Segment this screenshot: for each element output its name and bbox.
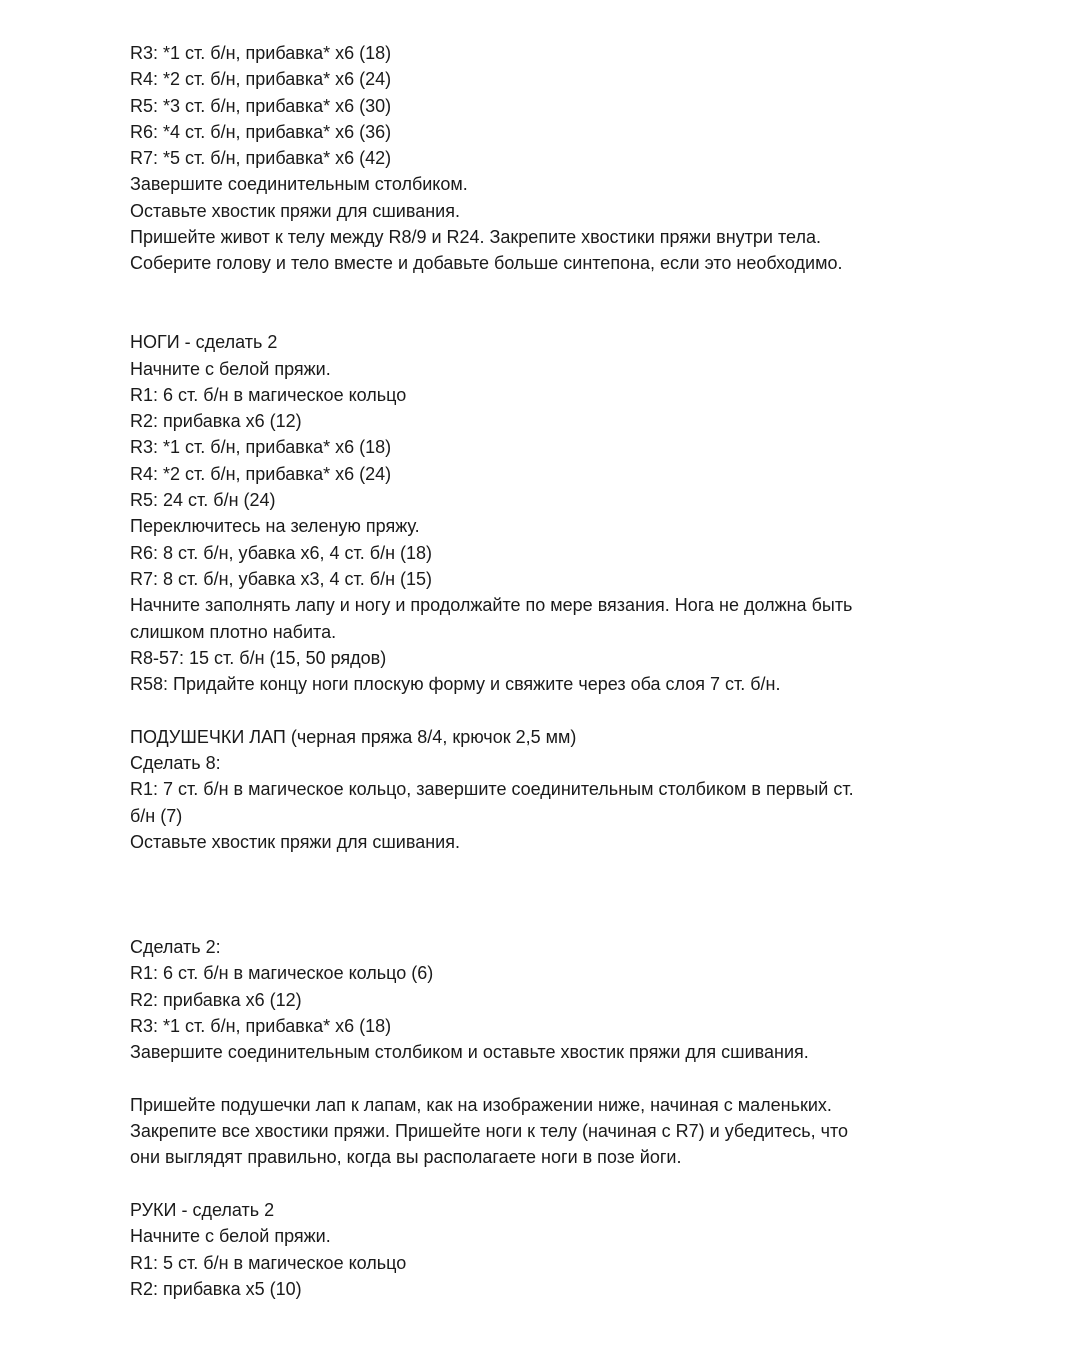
spacer <box>130 855 990 934</box>
text-line: R8-57: 15 ст. б/н (15, 50 рядов) <box>130 647 387 668</box>
section-heading-legs: НОГИ - сделать 2 <box>130 332 278 353</box>
spacer <box>130 697 990 723</box>
text-line: б/н (7) <box>130 805 183 826</box>
spacer <box>130 1171 990 1197</box>
paw-pads-large-section <box>130 934 990 1065</box>
text-line: Пришейте живот к телу между R8/9 и R24. Закрепите хвостики пряжи внутри тела. <box>130 227 821 248</box>
text-line: R1: 6 ст. б/н в магическое кольцо <box>130 384 407 405</box>
document-page <box>130 40 990 1302</box>
text-line: R7: *5 ст. б/н, прибавка* x6 (42) <box>130 148 392 169</box>
section-heading-arms: РУКИ - сделать 2 <box>130 1200 275 1221</box>
text-line: R2: прибавка x6 (12) <box>130 411 302 432</box>
text-line: R3: *1 ст. б/н, прибавка* x6 (18) <box>130 437 392 458</box>
text-line: Начните заполнять лапу и ногу и продолжайте по мере вязания. Нога не должна быть <box>130 595 853 616</box>
text-line: R5: 24 ст. б/н (24) <box>130 490 276 511</box>
spacer <box>130 1066 990 1092</box>
text-line: Пришейте подушечки лап к лапам, как на изображении ниже, начиная с маленьких. <box>130 1094 832 1115</box>
text-line: R1: 5 ст. б/н в магическое кольцо <box>130 1252 407 1273</box>
text-line: Оставьте хвостик пряжи для сшивания. <box>130 200 460 221</box>
text-line: R58: Придайте концу ноги плоскую форму и свяжите через оба слоя 7 ст. б/н. <box>130 674 781 695</box>
arms-section <box>130 1197 990 1302</box>
text-line: Переключитесь на зеленую пряжу. <box>130 516 420 537</box>
spacer <box>130 277 990 330</box>
text-line: R2: прибавка x5 (10) <box>130 1278 302 1299</box>
text-line: они выглядят правильно, когда вы располагаете ноги в позе йоги. <box>130 1147 682 1168</box>
text-line: R7: 8 ст. б/н, убавка x3, 4 ст. б/н (15) <box>130 568 433 589</box>
legs-section <box>130 329 990 697</box>
text-line: Завершите соединительным столбиком и оставьте хвостик пряжи для сшивания. <box>130 1042 809 1063</box>
assembly-section <box>130 1092 990 1171</box>
text-line: Закрепите все хвостики пряжи. Пришейте ноги к телу (начиная с R7) и убедитесь, что <box>130 1121 849 1142</box>
text-line: R1: 7 ст. б/н в магическое кольцо, завершите соединительным столбиком в первый ст. <box>130 779 854 800</box>
section-heading-paw-pads: ПОДУШЕЧКИ ЛАП (черная пряжа 8/4, крючок 2,5 мм) <box>130 726 577 747</box>
text-line: R4: *2 ст. б/н, прибавка* x6 (24) <box>130 69 392 90</box>
text-line: R3: *1 ст. б/н, прибавка* x6 (18) <box>130 1015 392 1036</box>
text-line: R6: 8 ст. б/н, убавка x6, 4 ст. б/н (18) <box>130 542 433 563</box>
text-line: R1: 6 ст. б/н в магическое кольцо (6) <box>130 963 434 984</box>
text-line: слишком плотно набита. <box>130 621 337 642</box>
text-line: Оставьте хвостик пряжи для сшивания. <box>130 831 460 852</box>
text-line: Начните с белой пряжи. <box>130 358 331 379</box>
text-line: Соберите голову и тело вместе и добавьте больше синтепона, если это необходимо. <box>130 253 843 274</box>
text-line: R3: *1 ст. б/н, прибавка* x6 (18) <box>130 43 392 63</box>
text-line: R6: *4 ст. б/н, прибавка* x6 (36) <box>130 121 392 142</box>
text-line: Начните с белой пряжи. <box>130 1226 331 1247</box>
text-line: Сделать 2: <box>130 937 221 958</box>
body-finish-section <box>130 40 990 277</box>
paw-pads-section <box>130 724 990 855</box>
text-line: Завершите соединительным столбиком. <box>130 174 468 195</box>
text-line: R2: прибавка x6 (12) <box>130 989 302 1010</box>
text-line: R4: *2 ст. б/н, прибавка* x6 (24) <box>130 463 392 484</box>
text-line: Сделать 8: <box>130 753 221 774</box>
text-line: R5: *3 ст. б/н, прибавка* x6 (30) <box>130 95 392 116</box>
